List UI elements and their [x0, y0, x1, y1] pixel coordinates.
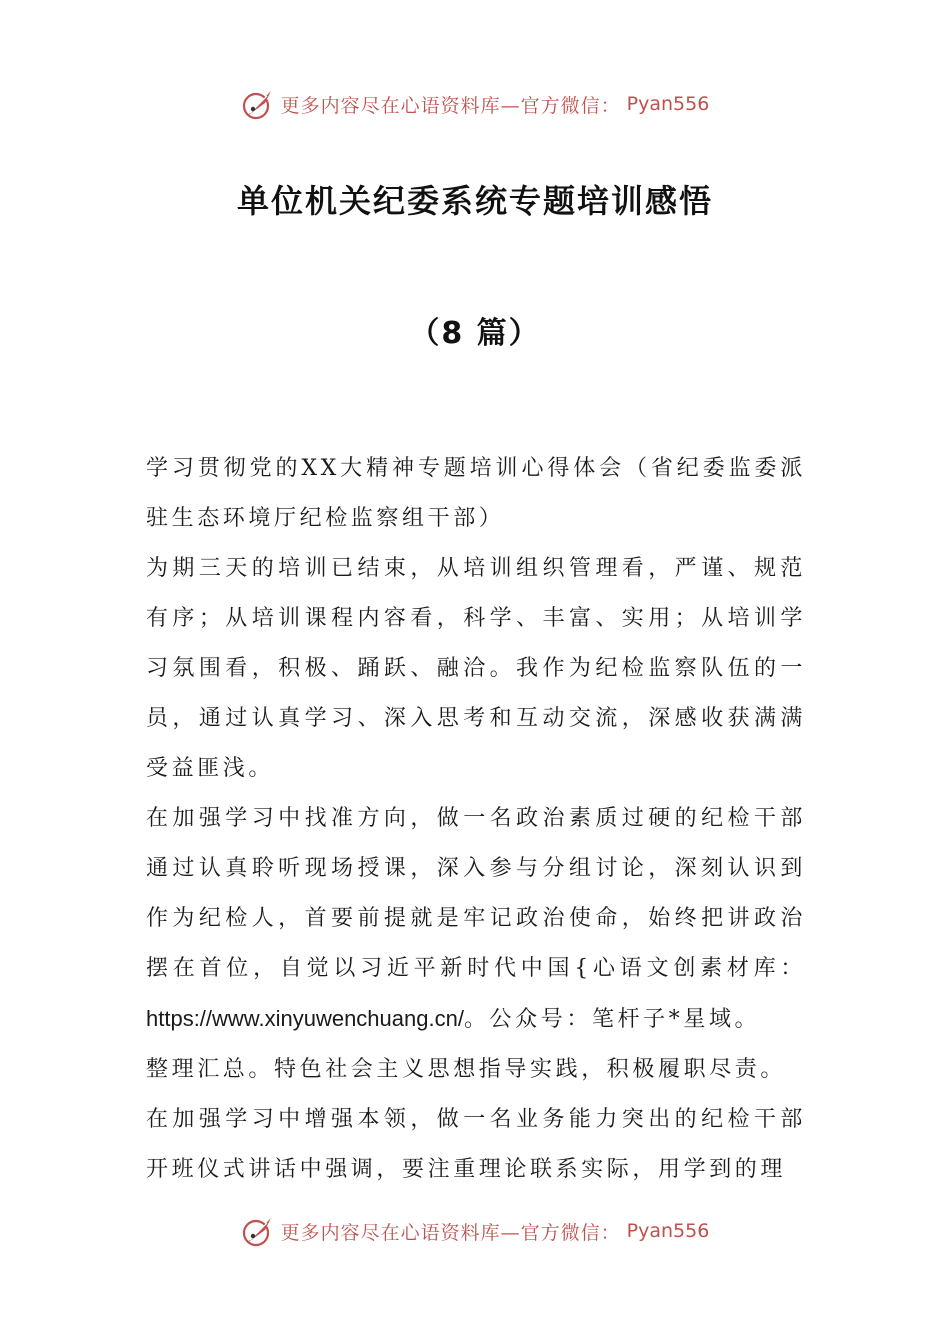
paragraph: 为期三天的培训已结束，从培训组织管理看，严谨、规范有序；从培训课程内容看，科学、丰富、实用；从培训学习氛围看，积极、踊跃、融洽。我作为纪检监察队伍的一员，通过认真学习、深入思考和互动交流，深感收获满满受益匪浅。: [146, 556, 806, 781]
document-title: 单位机关纪委系统专题培训感悟: [236, 182, 713, 220]
paragraph: 整理汇总。特色社会主义思想指导实践，积极履职尽责。: [146, 1057, 787, 1082]
paragraph-heading: 学习贯彻党的XX大精神专题培训心得体会（省纪委监委派驻生态环境厅纪检监察组干部）: [146, 456, 806, 531]
quill-pen-logo-icon: [241, 87, 275, 121]
document-body: [146, 444, 806, 1195]
document-subtitle: （8 篇）: [409, 316, 541, 351]
paragraph: [146, 794, 806, 1045]
paragraph-text: 在加强学习中找准方向，做一名政治素质过硬的纪检干部通过认真聆听现场授课，深入参与分组讨论，深刻认识到作为纪检人，首要前提就是牢记政治使命，始终把讲政治摆在首位，自觉以习近平新时代中国{心语文创素材库：: [146, 806, 806, 981]
header-banner: [0, 80, 950, 128]
quill-pen-logo-icon: [241, 1214, 275, 1248]
website-link[interactable]: https://www.xinyuwenchuang.cn/: [146, 1006, 464, 1031]
banner-wechat-id: Pyan556: [626, 93, 710, 115]
banner-wechat-id: Pyan556: [626, 1220, 710, 1242]
paragraph-text: 。公众号：笔杆子*星域。: [463, 1007, 761, 1032]
paragraph: 在加强学习中增强本领，做一名业务能力突出的纪检干部开班仪式讲话中强调，要注重理论联系实际，用学到的理: [146, 1107, 806, 1182]
banner-text: 更多内容尽在心语资料库—官方微信：: [280, 94, 621, 117]
footer-banner: [0, 1207, 950, 1255]
banner-text: 更多内容尽在心语资料库—官方微信：: [280, 1221, 621, 1244]
